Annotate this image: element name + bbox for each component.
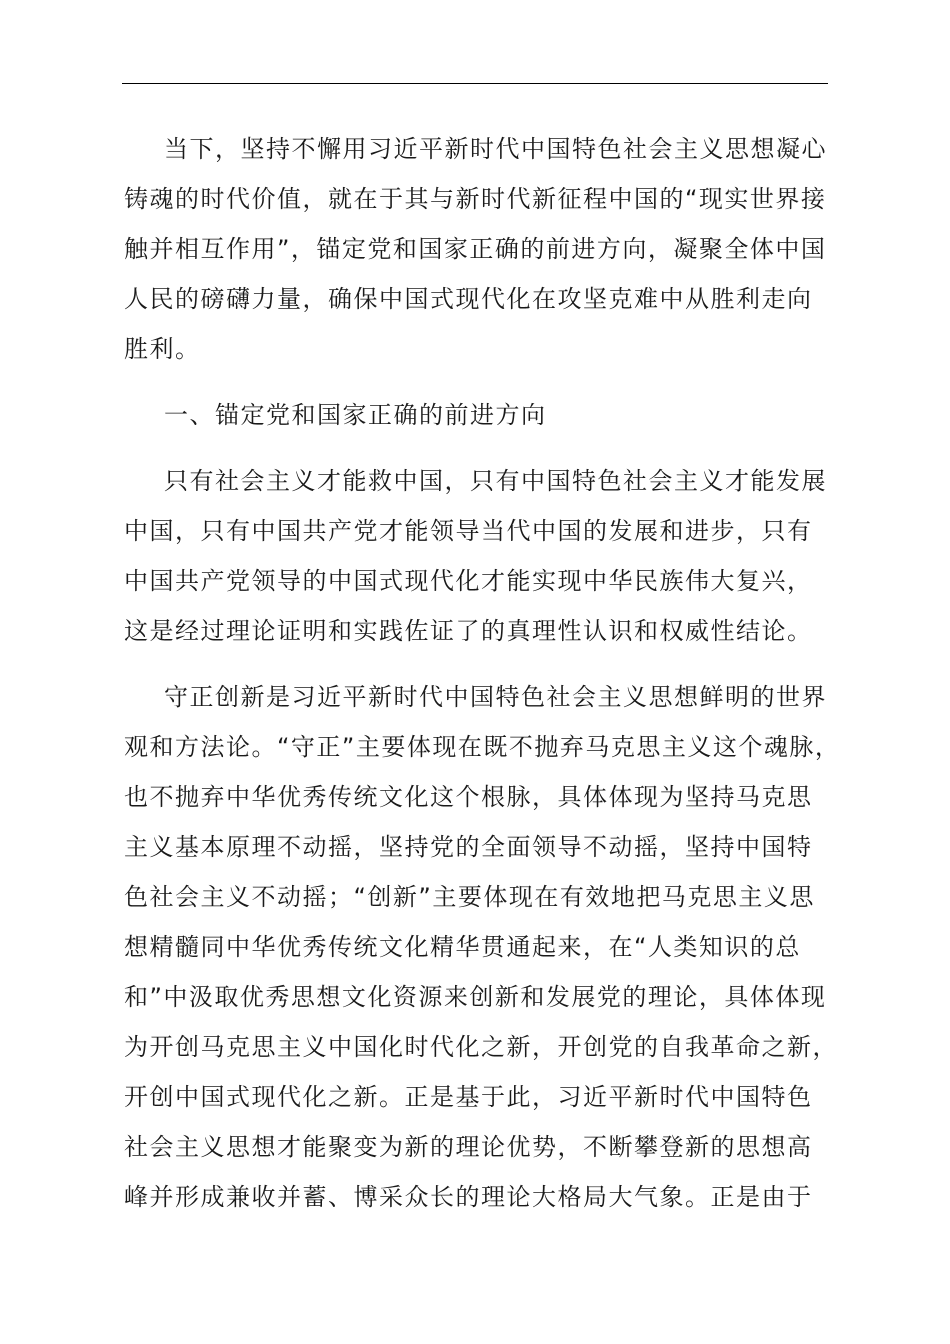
text-line: 开创中国式现代化之新。正是基于此，习近平新时代中国特色 [124,1083,813,1111]
text-line: 铸魂的时代价值，就在于其与新时代新征程中国的“现实世界接 [124,185,827,213]
text-line: 人民的磅礴力量，确保中国式现代化在攻坚克难中从胜利走向 [124,285,813,313]
text-line: 只有社会主义才能救中国，只有中国特色社会主义才能发展 [164,467,827,495]
intro-paragraph [124,124,834,374]
text-line: 中国，只有中国共产党才能领导当代中国的发展和进步，只有 [124,517,813,545]
text-line: 主义基本原理不动摇，坚持党的全面领导不动摇，坚持中国特 [124,833,813,861]
text-line: 峰并形成兼收并蓄、博采众长的理论大格局大气象。正是由于 [124,1183,813,1211]
text-line: 中国共产党领导的中国式现代化才能实现中华民族伟大复兴， [124,567,813,595]
text-line: 胜利。 [124,335,201,363]
text-line: 触并相互作用”，锚定党和国家正确的前进方向，凝聚全体中国 [124,235,827,263]
text-line: 这是经过理论证明和实践佐证了的真理性认识和权威性结论。 [124,617,813,645]
text-line: 想精髓同中华优秀传统文化精华贯通起来，在“人类知识的总 [124,933,801,961]
text-line: 色社会主义不动摇；“创新”主要体现在有效地把马克思主义思 [124,883,815,911]
text-line: 守正创新是习近平新时代中国特色社会主义思想鲜明的世界 [164,683,827,711]
text-line: 观和方法论。“守正”主要体现在既不抛弃马克思主义这个魂脉， [124,733,841,761]
header-rule [122,83,828,84]
text-line: 和”中汲取优秀思想文化资源来创新和发展党的理论，具体体现 [124,983,827,1011]
text-line: 当下，坚持不懈用习近平新时代中国特色社会主义思想凝心 [164,135,827,163]
text-line: 也不抛弃中华优秀传统文化这个根脉，具体体现为坚持马克思 [124,783,813,811]
paragraph-1 [124,456,834,656]
text-line: 为开创马克思主义中国化时代化之新，开创党的自我革命之新， [124,1033,838,1061]
text-line: 社会主义思想才能聚变为新的理论优势，不断攀登新的思想高 [124,1133,813,1161]
paragraph-2 [124,672,841,1222]
document-body [124,124,841,1222]
section-heading: 一、锚定党和国家正确的前进方向 [164,401,547,429]
